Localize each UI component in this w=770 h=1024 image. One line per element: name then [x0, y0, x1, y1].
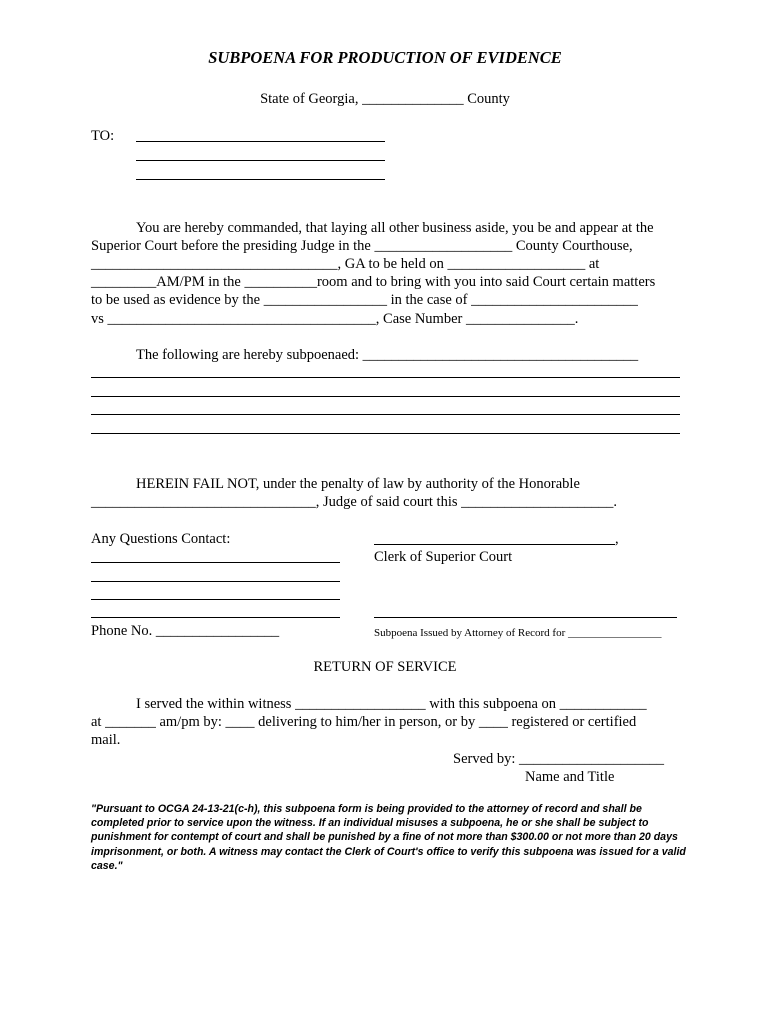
- command-line-2: Superior Court before the presiding Judge in the ___________________ County Courthouse,: [91, 238, 633, 254]
- name-and-title-label: Name and Title: [525, 769, 615, 785]
- contact-line-1[interactable]: [91, 562, 340, 563]
- issued-by-line: Subpoena Issued by Attorney of Record for _________________: [374, 627, 662, 639]
- return-of-service-heading: RETURN OF SERVICE: [313, 659, 457, 675]
- evidence-line-4[interactable]: [91, 433, 680, 434]
- clerk-signature-line[interactable]: [374, 544, 615, 545]
- to-label: TO:: [91, 128, 115, 144]
- served-by-line: Served by: ____________________: [453, 751, 665, 767]
- contact-label: Any Questions Contact:: [91, 531, 231, 547]
- state-county-line: State of Georgia, ______________ County: [260, 91, 510, 107]
- ocga-notice: "Pursuant to OCGA 24-13-21(c-h), this subpoena form is being provided to the attorney of record and shall be completed prior to service upon the witness. If an individual misuses a subpoena, he or she shall be subject to punishment for contempt of court and shall be punished by a fine of not more than $300.00 or not more than 20 days imprisonment, or both. A witness may contact the Clerk of Court's office to verify this subpoena was issued for a valid case.": [91, 803, 686, 872]
- page-title: SUBPOENA FOR PRODUCTION OF EVIDENCE: [208, 48, 562, 67]
- command-line-1: You are hereby commanded, that laying all other business aside, you be and appear at the: [136, 220, 654, 236]
- to-line-3[interactable]: [136, 179, 385, 180]
- served-line-1: I served the within witness __________________ with this subpoena on ____________: [136, 696, 647, 712]
- evidence-line-1[interactable]: [91, 377, 680, 378]
- phone-line: Phone No. _________________: [91, 623, 280, 639]
- attorney-signature-line[interactable]: [374, 617, 677, 618]
- contact-line-2[interactable]: [91, 581, 340, 582]
- herein-line-2: _______________________________, Judge of said court this _____________________.: [91, 494, 618, 510]
- subpoenaed-line: The following are hereby subpoenaed: ______________________________________: [136, 347, 639, 363]
- evidence-line-3[interactable]: [91, 414, 680, 415]
- command-line-6: vs _____________________________________, Case Number _______________.: [91, 311, 579, 327]
- command-line-4: _________AM/PM in the __________room and to bring with you into said Court certain matters: [91, 274, 656, 290]
- served-line-3: mail.: [91, 732, 121, 748]
- command-line-5: to be used as evidence by the _________________ in the case of _______________________: [91, 292, 638, 308]
- to-line-2[interactable]: [136, 160, 385, 161]
- contact-line-3[interactable]: [91, 599, 340, 600]
- to-line-1[interactable]: [136, 141, 385, 142]
- evidence-line-2[interactable]: [91, 396, 680, 397]
- clerk-comma: ,: [615, 531, 619, 547]
- served-line-2: at _______ am/pm by: ____ delivering to him/her in person, or by ____ registered or certified: [91, 714, 637, 730]
- clerk-title: Clerk of Superior Court: [374, 549, 513, 565]
- contact-line-4[interactable]: [91, 617, 340, 618]
- command-line-3: __________________________________, GA to be held on ___________________ at: [91, 256, 600, 272]
- herein-line-1: HEREIN FAIL NOT, under the penalty of law by authority of the Honorable: [136, 476, 580, 492]
